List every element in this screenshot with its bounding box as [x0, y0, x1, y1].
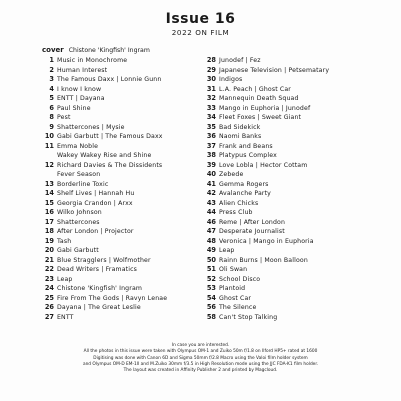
item-title: Leap [219, 247, 235, 255]
contents-item [204, 56, 374, 66]
page-number: 30 [206, 75, 216, 84]
item-title: Blue Stragglers | Wolfmother [57, 256, 151, 264]
item-title: Pest [57, 114, 71, 122]
contents-item [42, 94, 212, 104]
contents-item [42, 75, 212, 85]
item-title: ENTT | Dayana [57, 95, 105, 103]
contents-item [42, 132, 212, 142]
page-number: 25 [44, 293, 54, 302]
page-number: 38 [206, 151, 216, 160]
contents-item [204, 94, 374, 104]
item-title: Richard Davies & The Dissidents [57, 161, 163, 169]
page-number: 24 [44, 284, 54, 293]
page-number: 43 [206, 198, 216, 207]
item-title: Emma Noble [57, 142, 99, 150]
contents-item [204, 123, 374, 133]
page-number: 15 [44, 198, 54, 207]
page-number: 19 [44, 236, 54, 245]
contents-item [42, 161, 212, 171]
contents-item [42, 256, 212, 266]
contents-item [204, 284, 374, 294]
page-number: 46 [206, 217, 216, 226]
item-title: L.A. Peach | Ghost Car [219, 85, 291, 93]
colophon-line: and Olympus OM-D EM-1II and M.Zuiko 30mm f/3.5 in High Resolution mode using the JJC FDA-K1 film holder. [82, 361, 319, 367]
contents-item [42, 142, 212, 152]
page-number: 31 [206, 84, 216, 93]
item-title: Dead Writers | Framatics [57, 266, 138, 274]
contents-item [204, 66, 374, 76]
contents-item [204, 199, 374, 209]
page-number: 32 [206, 94, 216, 103]
page-number: 27 [44, 312, 54, 321]
issue-title: Issue 16 [165, 11, 236, 27]
item-title: Press Club [219, 209, 253, 217]
contents-item [204, 313, 374, 323]
contents-item [42, 85, 212, 95]
item-title: Indigos [219, 76, 243, 84]
contents-item [42, 170, 212, 180]
page-number: 33 [206, 103, 216, 112]
page-number: 42 [206, 189, 216, 198]
item-title: Mango in Euphoria | Junodef [219, 104, 311, 112]
item-title: Platypus Complex [219, 152, 277, 160]
contents-item [204, 170, 374, 180]
item-title: Shattercones | Mysie [57, 123, 125, 131]
contents-item [42, 180, 212, 190]
page-number: 13 [44, 179, 54, 188]
item-title: Gemma Rogers [219, 180, 269, 188]
contents-item [42, 123, 212, 133]
cover-text: Chistone 'Kingfish' Ingram [68, 47, 150, 54]
page-number: 5 [49, 94, 54, 103]
item-title: Gabi Garbutt | The Famous Daxx [57, 133, 163, 141]
page-number: 44 [206, 208, 216, 217]
page-number: 54 [206, 293, 216, 302]
page-number: 37 [206, 141, 216, 150]
page-number: 12 [44, 160, 54, 169]
page-number: 39 [206, 160, 216, 169]
item-title: Plantoid [219, 285, 246, 293]
page-number: 28 [206, 56, 216, 64]
item-title: Love Lobla | Hector Cottam [219, 161, 308, 169]
item-title: Human Interest [57, 66, 108, 74]
contents-item [204, 189, 374, 199]
page-number: 9 [49, 122, 54, 131]
contents-item [42, 227, 212, 237]
page-number: 2 [49, 65, 54, 74]
item-title: Oli Swan [219, 266, 248, 274]
page-number: 23 [44, 274, 54, 283]
contents-item [42, 218, 212, 228]
item-title: Borderline Toxic [57, 180, 109, 188]
page-number: 1 [49, 56, 54, 64]
item-title: Wilko Johnson [57, 209, 102, 217]
contents-item [42, 151, 212, 161]
item-title: Alien Chicks [219, 199, 259, 207]
cover-entry [42, 46, 150, 55]
item-title: Bad Sidekick [219, 123, 261, 131]
contents-item [204, 104, 374, 114]
item-title: School Disco [219, 275, 261, 283]
item-title: Fever Season [57, 171, 101, 179]
page-number: 29 [206, 65, 216, 74]
header [0, 12, 401, 37]
page-number: 40 [206, 170, 216, 179]
contents-item [204, 294, 374, 304]
item-title: Rainn Burns | Moon Balloon [219, 256, 308, 264]
item-title: Reme | After London [219, 218, 286, 226]
contents-item [42, 275, 212, 285]
contents-item [204, 275, 374, 285]
contents-item [204, 208, 374, 218]
contents-item [204, 161, 374, 171]
page-number: 22 [44, 265, 54, 274]
contents-item [42, 208, 212, 218]
item-title: Japanese Television | Petsematary [219, 66, 330, 74]
page-number: 36 [206, 132, 216, 141]
item-title: Frank and Beans [219, 142, 273, 150]
contents-item [204, 303, 374, 313]
colophon [0, 343, 401, 374]
contents-item [42, 199, 212, 209]
item-title: Shattercones [57, 218, 100, 226]
item-title: Fleet Foxes | Sweet Giant [219, 114, 302, 122]
cover-label: cover [42, 46, 64, 54]
item-title: Leap [57, 275, 73, 283]
page-number: 53 [206, 284, 216, 293]
item-title: ENTT [57, 313, 74, 321]
page-number: 50 [206, 255, 216, 264]
contents-item [42, 294, 212, 304]
colophon-line: In case you are interested. [171, 343, 230, 348]
contents-item [204, 142, 374, 152]
item-title: The Famous Daxx | Lonnie Gunn [57, 76, 162, 84]
item-title: Can't Stop Talking [219, 313, 278, 321]
contents-item [204, 218, 374, 228]
page-number: 14 [44, 189, 54, 198]
item-title: Music in Monochrome [57, 57, 128, 64]
page-number: 3 [49, 75, 54, 84]
item-title: Paul Shine [57, 104, 91, 112]
item-title: Dayana | The Great Leslie [57, 304, 141, 312]
contents-left-column [42, 56, 212, 322]
page-number: 6 [49, 103, 54, 112]
contents-right-column [204, 56, 374, 322]
contents-item [204, 227, 374, 237]
page-number: 20 [44, 246, 54, 255]
contents-item [204, 237, 374, 247]
contents-item [42, 56, 212, 66]
page-number: 49 [206, 246, 216, 255]
item-title: Georgia Crandon | Arxx [57, 199, 133, 207]
contents-item [42, 237, 212, 247]
page-number: 51 [206, 265, 216, 274]
item-title: Chistone 'Kingfish' Ingram [57, 285, 143, 293]
page-number: 18 [44, 227, 54, 236]
page-number: 52 [206, 274, 216, 283]
contents-item [204, 265, 374, 275]
contents-item [42, 265, 212, 275]
item-title: Shelf Lives | Hannah Hu [57, 190, 135, 198]
page-number: 35 [206, 122, 216, 131]
contents-item [42, 284, 212, 294]
item-title: Fire From The Gods | Ravyn Lenae [57, 294, 168, 302]
colophon-line: The layout was created in Affinity Publisher 2 and printed by Magcloud. [123, 368, 278, 374]
contents-item [42, 104, 212, 114]
item-title: I know I know [57, 85, 102, 93]
page-number: 16 [44, 208, 54, 217]
item-title: Junodef | Fez [219, 57, 261, 64]
item-title: Tash [57, 237, 72, 245]
page-number: 4 [49, 84, 54, 93]
item-title: Zebede [219, 171, 244, 179]
contents-item [204, 75, 374, 85]
contents-item [42, 189, 212, 199]
item-title: Naomi Banks [219, 133, 262, 141]
contents-item [204, 256, 374, 266]
item-title: Mannequin Death Squad [219, 95, 299, 103]
page-number: 47 [206, 227, 216, 236]
contents-item [204, 85, 374, 95]
page-number: 48 [206, 236, 216, 245]
item-title: After London | Projector [57, 228, 134, 236]
contents-item [204, 246, 374, 256]
item-title: Avalanche Party [219, 190, 271, 198]
item-title: Wakey Wakey Rise and Shine [57, 152, 152, 160]
page-number: 26 [44, 303, 54, 312]
contents-item [204, 180, 374, 190]
item-title: Ghost Car [219, 294, 252, 302]
contents-item [42, 113, 212, 123]
page-number: 56 [206, 303, 216, 312]
contents-item [204, 151, 374, 161]
page-number: 41 [206, 179, 216, 188]
page-number: 8 [49, 113, 54, 122]
contents-item [42, 66, 212, 76]
page-number: 58 [206, 312, 216, 321]
page-number: 17 [44, 217, 54, 226]
page-number: 34 [206, 113, 216, 122]
page-number: 10 [44, 132, 54, 141]
item-title: Desperate Journalist [219, 228, 285, 236]
colophon-line: Digitising was done with Canon 6D and Sigma 50mm f/2.8 Macro using the Valoi film holder system [93, 355, 308, 361]
contents-item [204, 113, 374, 123]
contents-item [204, 132, 374, 142]
contents-item [42, 246, 212, 256]
item-title: Gabi Garbutt [57, 247, 99, 255]
item-title: The Silence [219, 304, 257, 312]
page-number: 11 [44, 141, 54, 150]
colophon-line: All the photos in this issue were taken with Olympus OM-1 and Zuiko 50m f/1.8 on Ilford HP5+ rated at 1600 [83, 349, 318, 355]
page-number: 21 [44, 255, 54, 264]
issue-subtitle: 2022 ON FILM [171, 28, 230, 37]
item-title: Veronica | Mango in Euphoria [219, 237, 314, 245]
contents-item [42, 313, 212, 323]
contents-item [42, 303, 212, 313]
